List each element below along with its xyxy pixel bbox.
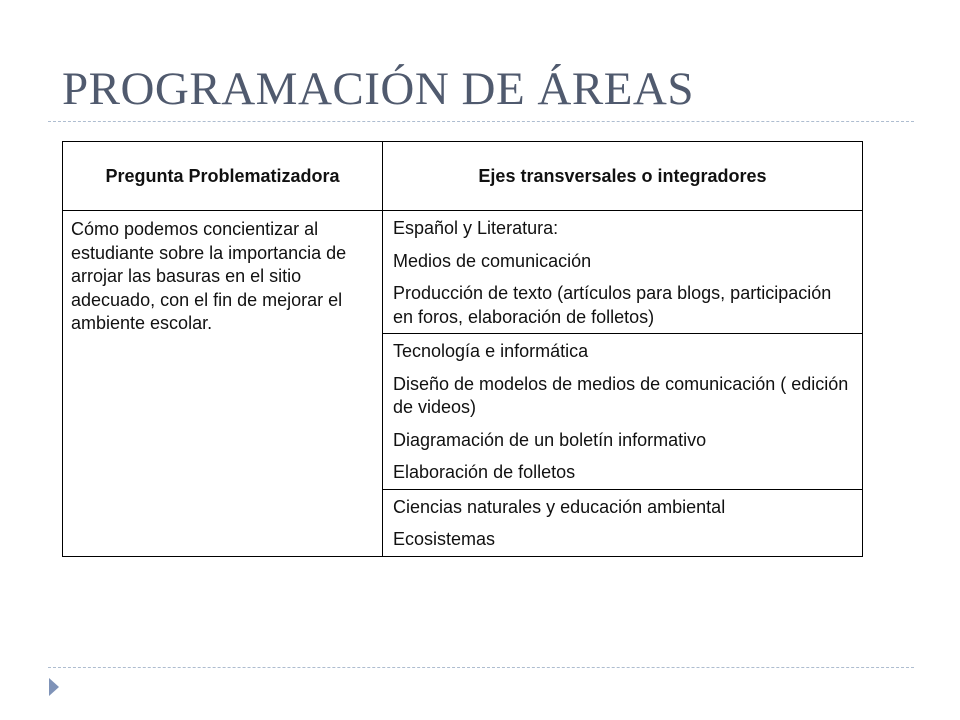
- table-header-row: [63, 142, 863, 211]
- table-row: [63, 211, 863, 334]
- header-axes: Ejes transversales o integradores: [383, 142, 863, 211]
- axis-cell-spanish: [383, 211, 863, 334]
- axis-line: Ciencias naturales y educación ambiental: [393, 496, 726, 517]
- triangle-right-icon: [49, 678, 59, 696]
- axis-cell-technology: [383, 334, 863, 490]
- axis-line: Medios de comunicación: [393, 250, 592, 271]
- slide-title: PROGRAMACIÓN DE ÁREAS: [62, 63, 695, 115]
- axis-line: Diseño de modelos de medios de comunicación ( edición de videos): [393, 373, 849, 417]
- question-cell: Cómo podemos concientizar al estudiante sobre la importancia de arrojar las basuras en el sitio adecuado, con el fin de mejorar el ambiente escolar.: [63, 211, 383, 557]
- axis-line: Elaboración de folletos: [393, 462, 576, 482]
- axis-line: Español y Literatura:: [393, 218, 559, 238]
- axis-line: Ecosistemas: [393, 529, 496, 549]
- footer-divider: [48, 667, 914, 668]
- axis-line: Producción de texto (artículos para blogs, participación en foros, elaboración de folletos): [393, 283, 832, 327]
- axis-line: Diagramación de un boletín informativo: [393, 429, 707, 450]
- header-question: Pregunta Problematizadora: [63, 142, 383, 211]
- title-divider: [48, 121, 914, 122]
- areas-table: [62, 141, 863, 557]
- axis-cell-sciences: [383, 489, 863, 556]
- axis-line: Tecnología e informática: [393, 341, 589, 361]
